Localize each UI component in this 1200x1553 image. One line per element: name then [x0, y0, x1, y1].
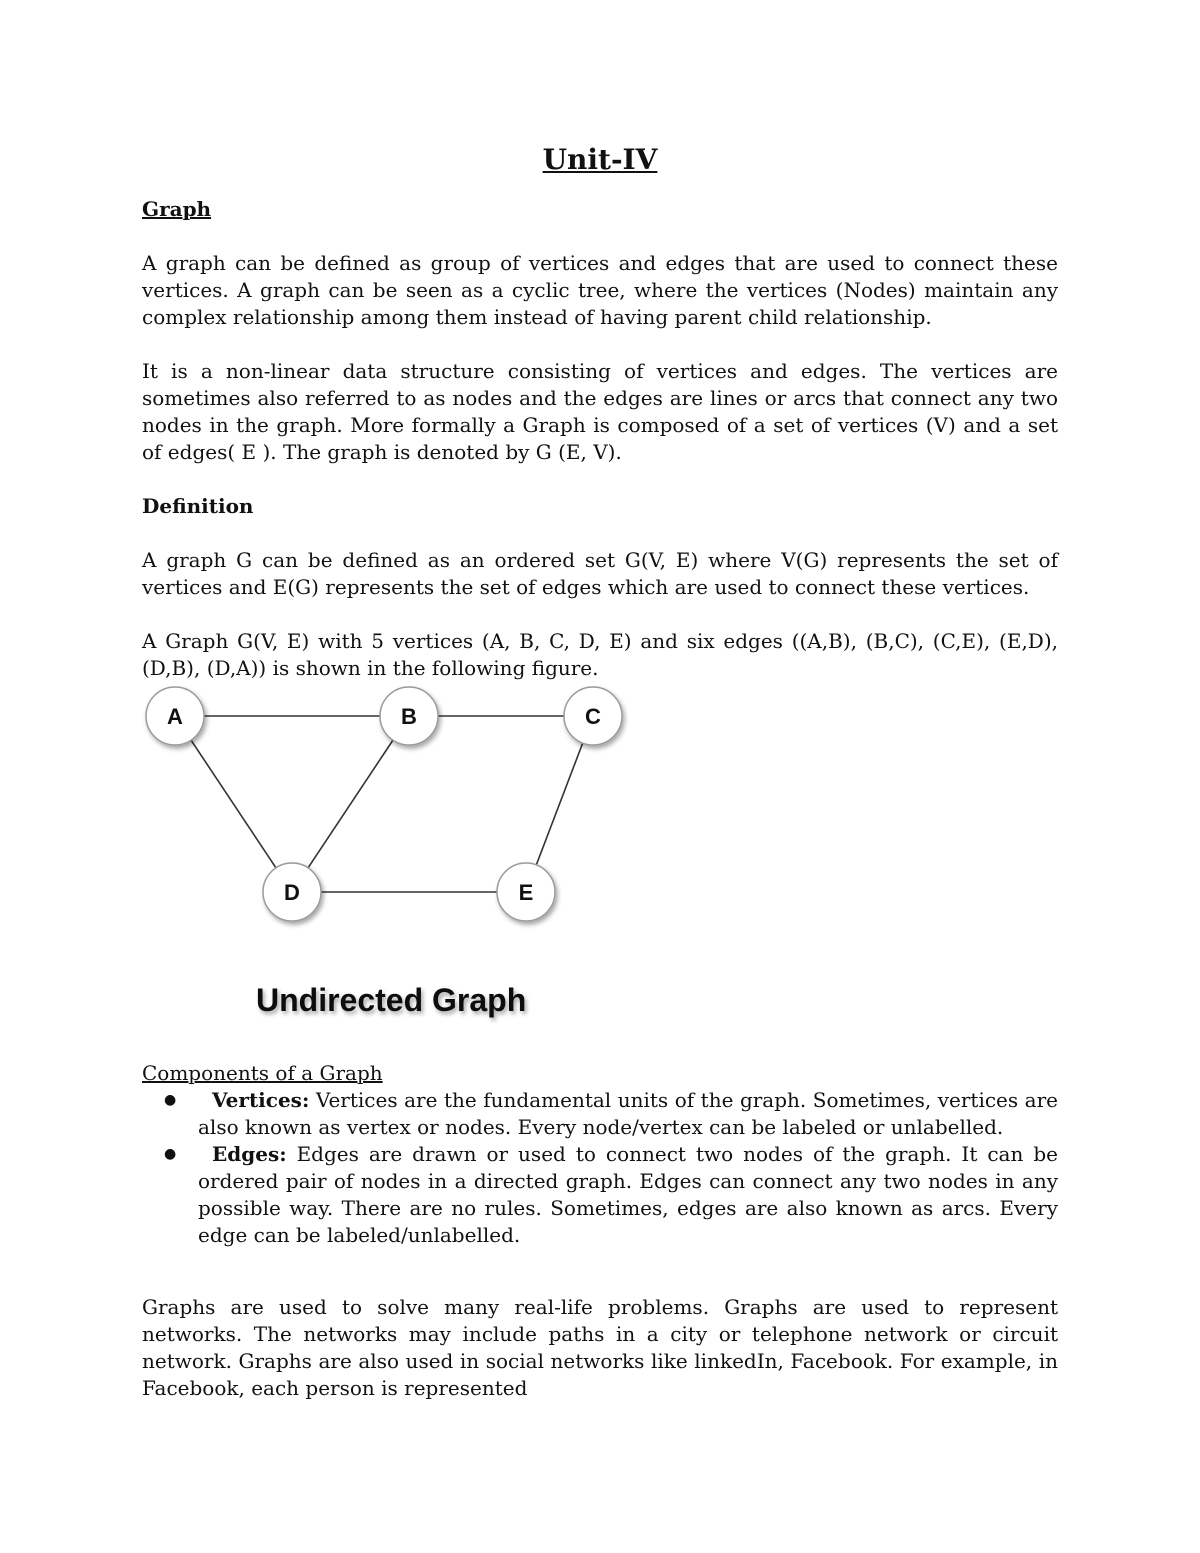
- vertices-text: Vertices are the fundamental units of the graph. Sometimes, vertices are also known as vertex or nodes. Every node/vertex can be labeled or unlabelled.: [198, 1088, 1058, 1139]
- node-c: [564, 687, 622, 745]
- figure-caption: Undirected Graph: [256, 982, 527, 1018]
- edges-text: Edges are drawn or used to connect two nodes of the graph. It can be ordered pair of nodes in a directed graph. Edges can connect any two nodes in any possible way. There are no rules. Sometimes, edges are also known as arcs. Every edge can be labeled/unlabelled.: [198, 1142, 1058, 1247]
- bullet-icon: ●: [164, 1092, 177, 1108]
- document-page: [142, 138, 1058, 1429]
- edge-d-a: [175, 716, 292, 892]
- list-item: [142, 1141, 1058, 1249]
- bullet-icon: ●: [164, 1146, 177, 1162]
- page-title: Unit-IV: [542, 143, 658, 176]
- svg-text:B: B: [401, 704, 417, 729]
- components-list: [142, 1087, 1058, 1249]
- svg-text:A: A: [167, 704, 183, 729]
- svg-text:E: E: [518, 880, 534, 905]
- definition-heading: Definition: [142, 494, 254, 518]
- list-item: [142, 1087, 1058, 1141]
- node-a: [146, 687, 204, 745]
- definition-paragraph-1: A graph G can be defined as an ordered set G(V, E) where V(G) represents the set of vertices and E(G) represents the set of edges which are used to connect these vertices.: [142, 548, 1058, 599]
- undirected-graph-figure: [140, 684, 640, 1054]
- closing-paragraph: Graphs are used to solve many real-life problems. Graphs are used to represent networks. The networks may include paths in a city or telephone network or circuit network. Graphs are also used in social networks like linkedIn, Facebook. For example, in Facebook, each person is represented: [142, 1295, 1058, 1400]
- graph-paragraph-1: A graph can be defined as group of vertices and edges that are used to connect these vertices. A graph can be seen as a cyclic tree, where the vertices (Nodes) maintain any complex relationship among them instead of having parent child relationship.: [142, 251, 1058, 329]
- node-b: [380, 687, 438, 745]
- vertices-term: Vertices:: [212, 1088, 310, 1112]
- edge-d-b: [292, 716, 409, 892]
- graph-diagram: [140, 684, 640, 1054]
- edges-term: Edges:: [212, 1142, 287, 1166]
- node-d: [263, 863, 321, 921]
- definition-paragraph-2: A Graph G(V, E) with 5 vertices (A, B, C, D, E) and six edges ((A,B), (B,C), (C,E), (E,D), (D,B), (D,A)) is shown in the following figure.: [142, 629, 1058, 680]
- node-e: [497, 863, 555, 921]
- svg-text:D: D: [284, 880, 300, 905]
- graph-heading: Graph: [142, 197, 212, 221]
- svg-text:C: C: [585, 704, 601, 729]
- graph-paragraph-2: It is a non-linear data structure consisting of vertices and edges. The vertices are sometimes also referred to as nodes and the edges are lines or arcs that connect any two nodes in the graph. More formally a Graph is composed of a set of vertices (V) and a set of edges( E ). The graph is denoted by G (E, V).: [142, 359, 1058, 464]
- components-heading: Components of a Graph: [142, 1061, 383, 1085]
